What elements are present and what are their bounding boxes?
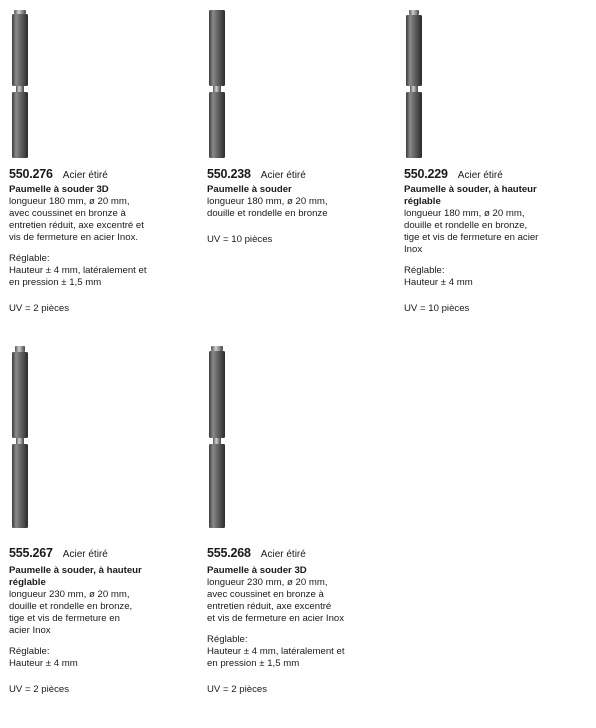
product-material: Acier étiré: [457, 170, 503, 181]
description-line: tige et vis de fermeture en acier: [404, 231, 539, 243]
product-description: [9, 565, 169, 636]
description-line: et vis de fermeture en acier Inox: [207, 612, 345, 624]
product-code: 550.276: [9, 167, 53, 181]
description-line: longueur 180 mm, ø 20 mm,: [404, 207, 525, 219]
description-line: entretien réduit, axe excentré et: [9, 219, 144, 231]
description-line: longueur 230 mm, ø 20 mm,: [207, 576, 328, 588]
description-line: avec coussinet en bronze à: [9, 207, 126, 219]
description-line: douille et rondelle en bronze: [207, 207, 328, 219]
product-heading: [207, 544, 306, 562]
weld-on-hinge-image: [9, 346, 31, 528]
pack-unit: UV = 2 pièces: [207, 684, 267, 695]
product-description: [404, 184, 564, 255]
adjust-line: Hauteur ± 4 mm: [404, 276, 473, 288]
product-description: [207, 565, 387, 625]
product-material: Acier étiré: [62, 170, 108, 181]
pack-unit: UV = 2 pièces: [9, 303, 69, 314]
adjust-line: Hauteur ± 4 mm, latéralement et: [9, 264, 147, 276]
description-line: tige et vis de fermeture en: [9, 612, 120, 624]
pack-unit: UV = 10 pièces: [207, 234, 273, 245]
description-line: entretien réduit, axe excentré: [207, 600, 332, 612]
adjust-line: en pression ± 1,5 mm: [207, 657, 300, 669]
product-title: Paumelle à souder, à hauteur réglable: [404, 184, 537, 207]
weld-on-hinge-image: [206, 10, 228, 158]
product-material: Acier étiré: [62, 549, 108, 560]
weld-on-hinge-image: [403, 10, 425, 158]
adjustment-block: [9, 646, 189, 670]
adjust-label: Réglable:: [9, 646, 50, 657]
adjust-label: Réglable:: [9, 253, 50, 264]
description-line: longueur 180 mm, ø 20 mm,: [207, 195, 328, 207]
description-line: longueur 230 mm, ø 20 mm,: [9, 588, 130, 600]
description-line: douille et rondelle en bronze,: [404, 219, 528, 231]
adjust-line: en pression ± 1,5 mm: [9, 276, 102, 288]
description-line: douille et rondelle en bronze,: [9, 600, 133, 612]
pack-unit: UV = 10 pièces: [404, 303, 470, 314]
product-description: [207, 184, 387, 220]
adjustment-block: [404, 265, 584, 289]
pack-unit: UV = 2 pièces: [9, 684, 69, 695]
product-material: Acier étiré: [260, 549, 306, 560]
adjust-label: Réglable:: [207, 634, 248, 645]
product-title: Paumelle à souder 3D: [9, 184, 109, 195]
product-heading: [9, 165, 108, 183]
adjustment-block: [207, 634, 387, 670]
product-title: Paumelle à souder 3D: [207, 565, 307, 576]
weld-on-hinge-image: [9, 10, 31, 158]
product-title: Paumelle à souder: [207, 184, 292, 195]
adjust-line: Hauteur ± 4 mm, latéralement et: [207, 645, 345, 657]
product-description: [9, 184, 189, 244]
description-line: acier Inox: [9, 624, 51, 636]
product-material: Acier étiré: [260, 170, 306, 181]
product-heading: [9, 544, 108, 562]
description-line: longueur 180 mm, ø 20 mm,: [9, 195, 130, 207]
adjust-line: Hauteur ± 4 mm: [9, 657, 78, 669]
adjust-label: Réglable:: [404, 265, 445, 276]
description-line: Inox: [404, 243, 423, 255]
product-heading: [404, 165, 503, 183]
product-heading: [207, 165, 306, 183]
product-code: 550.229: [404, 167, 448, 181]
product-code: 555.267: [9, 546, 53, 560]
adjustment-block: [9, 253, 189, 289]
description-line: vis de fermeture en acier Inox.: [9, 231, 139, 243]
product-code: 555.268: [207, 546, 251, 560]
weld-on-hinge-image: [206, 346, 228, 528]
description-line: avec coussinet en bronze à: [207, 588, 324, 600]
product-title: Paumelle à souder, à hauteur réglable: [9, 565, 142, 588]
product-code: 550.238: [207, 167, 251, 181]
